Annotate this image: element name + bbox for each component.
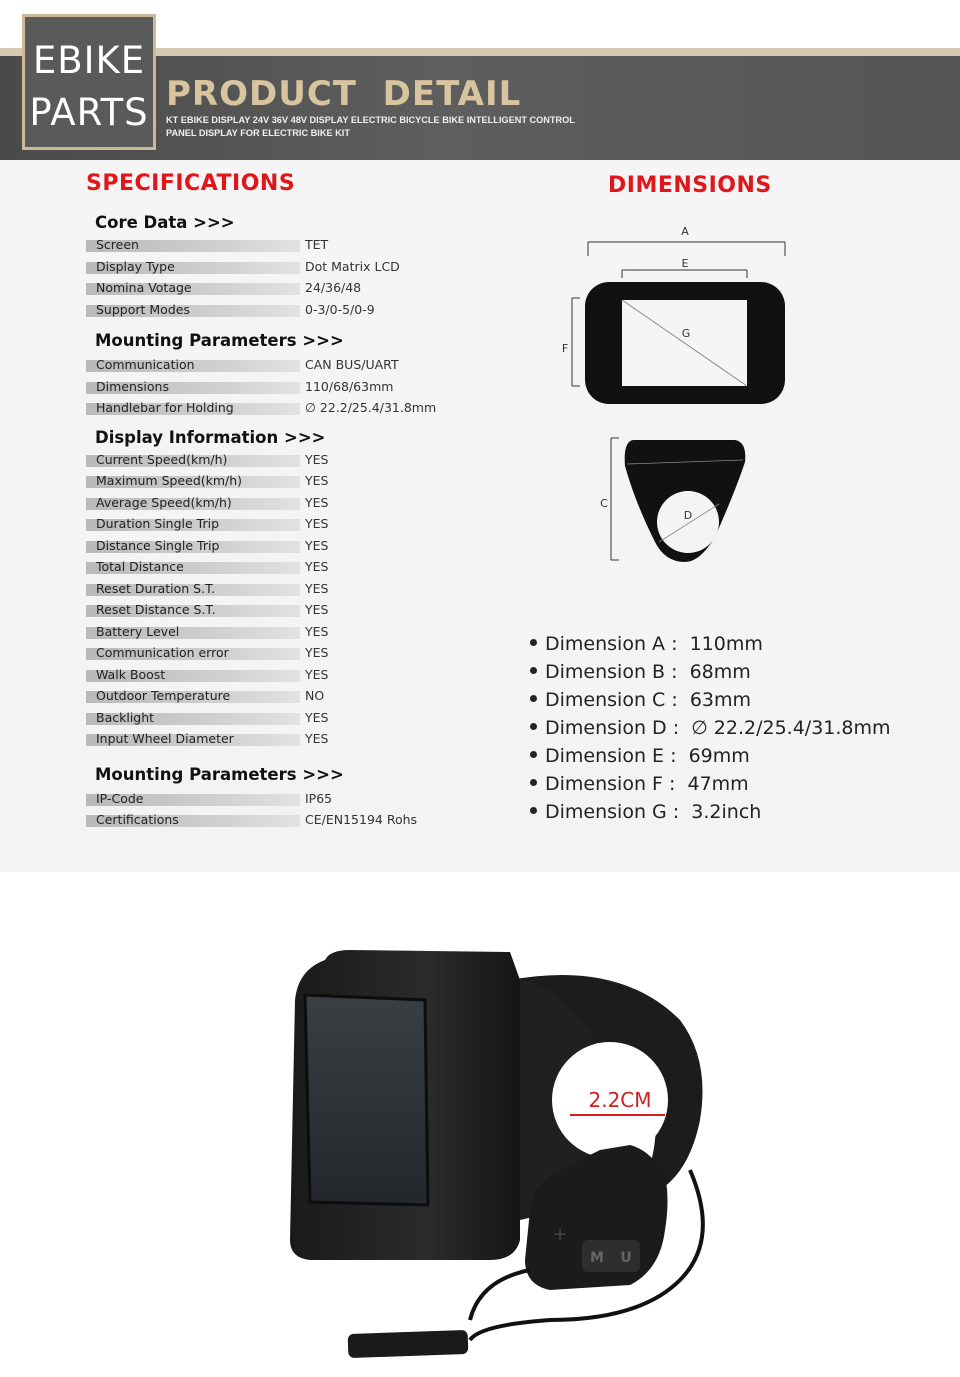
dim-label-f: F [561,342,569,355]
bullet-icon [530,779,537,786]
spec-label: Screen [96,237,139,252]
spec-row [86,358,466,374]
dimension-value: 69mm [688,745,750,767]
dimension-item [530,773,749,795]
spec-label: Input Wheel Diameter [96,731,234,746]
dim-label-g: G [681,327,691,340]
spec-value: NO [305,688,325,703]
spec-row [86,474,466,490]
remote-plus-icon: + [552,1224,568,1245]
spec-value: YES [305,667,329,682]
spec-value: YES [305,645,329,660]
spec-label: Reset Distance S.T. [96,602,216,617]
spec-label: Handlebar for Holding [96,400,234,415]
spec-value: YES [305,624,329,639]
spec-value: YES [305,602,329,617]
dimensions-heading: DIMENSIONS [608,173,772,198]
group-title-mounting-parameters: Mounting Parameters >>> [95,331,344,350]
dimension-value: 3.2inch [691,801,762,823]
side-dimension-diagram [595,432,765,567]
dim-label-d: D [683,509,693,522]
dimension-label: Dimension E : [545,745,689,767]
dim-label-a: A [681,225,689,238]
spec-label: Total Distance [96,559,184,574]
measure-label: 2.2CM [588,1088,652,1112]
dimension-label: Dimension F : [545,773,688,795]
spec-row [86,401,466,417]
group-title-display-information: Display Information >>> [95,428,326,447]
bullet-icon [530,639,537,646]
spec-label: Duration Single Trip [96,516,220,531]
bullet-icon [530,751,537,758]
spec-row [86,646,466,662]
spec-value: YES [305,538,329,553]
spec-label: Walk Boost [96,667,166,682]
spec-label: Communication error [96,645,229,660]
dimension-item [530,633,763,655]
dimension-value: 110mm [689,633,763,655]
ebike-parts-logo [22,14,156,150]
dimension-label: Dimension D : [545,717,692,739]
dim-label-e: E [681,257,689,270]
logo-line-1: EBIKE [32,39,146,82]
spec-row [86,711,466,727]
spec-value: IP65 [305,791,333,806]
dimension-label: Dimension G : [545,801,692,823]
spec-label: Distance Single Trip [96,538,220,553]
dimension-item [530,661,751,683]
spec-label: Certifications [96,812,179,827]
spec-label: Maximum Speed(km/h) [96,473,243,488]
spec-value: 110/68/63mm [305,379,394,394]
spec-value: YES [305,581,329,596]
spec-row [86,380,466,396]
spec-label: Dimensions [96,379,169,394]
spec-value: 0-3/0-5/0-9 [305,302,375,317]
spec-label: Outdoor Temperature [96,688,231,703]
spec-row [86,281,466,297]
dimension-label: Dimension C : [545,689,690,711]
page-title: PRODUCT DETAIL [166,74,522,114]
page-subtitle: KT EBIKE DISPLAY 24V 36V 48V DISPLAY ELECTRIC BICYCLE BIKE INTELLIGENT CONTROL PANEL DISPLAY FOR ELECTRIC BIKE KIT [166,115,575,138]
spec-label: Communication [96,357,195,372]
spec-row [86,453,466,469]
dimension-label: Dimension B : [545,661,690,683]
spec-value: YES [305,473,329,488]
dimension-item [530,717,891,739]
spec-row [86,732,466,748]
spec-value: YES [305,495,329,510]
spec-value: CE/EN15194 Rohs [305,812,418,827]
spec-label: Display Type [96,259,175,274]
spec-label: Battery Level [96,624,180,639]
spec-value: 24/36/48 [305,280,362,295]
spec-value: CAN BUS/UART [305,357,399,372]
spec-row [86,496,466,512]
remote-u-button-label: U [620,1250,632,1266]
spec-row [86,625,466,641]
spec-label: Reset Duration S.T. [96,581,216,596]
spec-row [86,560,466,576]
dimension-item [530,745,750,767]
spec-value: Dot Matrix LCD [305,259,400,274]
logo-line-2: PARTS [29,91,149,134]
spec-label: Nomina Votage [96,280,192,295]
spec-value: YES [305,516,329,531]
spec-row [86,668,466,684]
group-title-mounting-parameters-2: Mounting Parameters >>> [95,765,344,784]
bullet-icon [530,807,537,814]
group-title-core-data: Core Data >>> [95,213,235,232]
spec-label: Backlight [96,710,155,725]
dimension-label: Dimension A : [545,633,690,655]
spec-label: Average Speed(km/h) [96,495,232,510]
dimension-value: 68mm [689,661,751,683]
spec-value: ∅ 22.2/25.4/31.8mm [305,400,437,415]
specifications-heading: SPECIFICATIONS [86,171,296,196]
bullet-icon [530,695,537,702]
front-dimension-diagram [555,220,805,420]
spec-row [86,303,466,319]
bullet-icon [530,723,537,730]
spec-row [86,238,466,254]
spec-label: Support Modes [96,302,190,317]
spec-row [86,539,466,555]
spec-row [86,792,466,808]
remote-m-button-label: M [590,1250,604,1266]
dimension-value: 47mm [687,773,749,795]
product-photo [270,940,720,1370]
spec-row [86,517,466,533]
spec-value: YES [305,452,329,467]
spec-row [86,582,466,598]
bullet-icon [530,667,537,674]
spec-row [86,603,466,619]
spec-row [86,260,466,276]
spec-value: YES [305,710,329,725]
spec-row [86,813,466,829]
dimension-value: 63mm [689,689,752,711]
spec-value: TET [305,237,329,252]
spec-label: Current Speed(km/h) [96,452,228,467]
spec-label: IP-Code [96,791,144,806]
dimension-item [530,801,761,823]
spec-value: YES [305,559,329,574]
spec-row [86,689,466,705]
dim-label-c: C [600,497,608,510]
dimension-value: ∅ 22.2/25.4/31.8mm [691,717,891,739]
dimension-item [530,689,751,711]
spec-value: YES [305,731,329,746]
